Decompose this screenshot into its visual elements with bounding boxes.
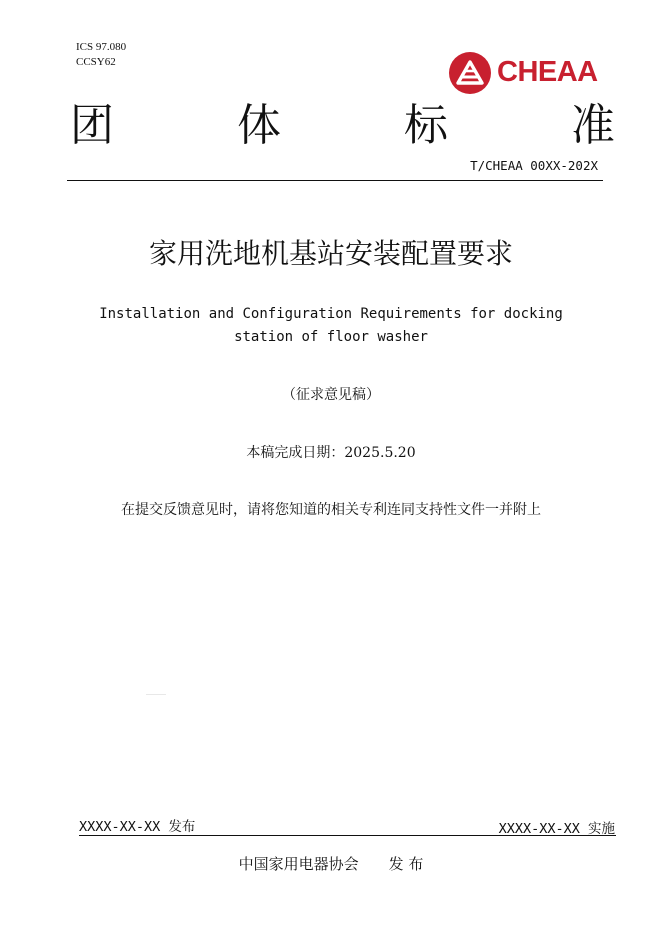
issuer-name: 中国家用电器协会 <box>238 855 359 873</box>
issue-word: 发 布 <box>388 855 424 873</box>
standard-type-char: 团 <box>70 100 114 151</box>
chinese-title: 家用洗地机基站安装配置要求 <box>148 237 513 270</box>
header-divider <box>67 180 603 181</box>
ics-code: ICS 97.080 <box>76 41 127 53</box>
standard-type-heading <box>70 98 615 154</box>
patent-notice: 在提交反馈意见时，请将您知道的相关专利连同支持性文件一并附上 <box>121 502 541 518</box>
english-title-line: Installation and Configuration Requirements for docking <box>99 306 563 322</box>
footer-divider <box>79 835 616 836</box>
standard-number: T/CHEAA 00XX-202X <box>470 158 598 173</box>
implement-date: XXXX-XX-XX 实施 <box>498 821 615 837</box>
completion-date <box>0 442 662 462</box>
completion-date-label: 本稿完成日期： <box>246 445 345 461</box>
cheaa-emblem-icon <box>449 52 491 94</box>
publish-date: XXXX-XX-XX 发布 <box>79 819 196 835</box>
standard-type-char: 准 <box>571 100 615 151</box>
ccs-code: CCSY62 <box>76 56 116 68</box>
issuer-line <box>0 853 662 874</box>
draft-label: （征求意见稿） <box>282 387 380 403</box>
english-title-line: station of floor washer <box>234 329 428 345</box>
cheaa-logo <box>449 52 609 94</box>
classification-codes <box>76 40 126 70</box>
english-title <box>60 303 602 349</box>
standard-type-char: 标 <box>404 100 448 151</box>
faint-mark <box>146 694 166 695</box>
standard-type-char: 体 <box>237 100 281 151</box>
logo-text: CHEAA <box>497 56 598 88</box>
completion-date-value: 2025.5.20 <box>344 445 416 461</box>
